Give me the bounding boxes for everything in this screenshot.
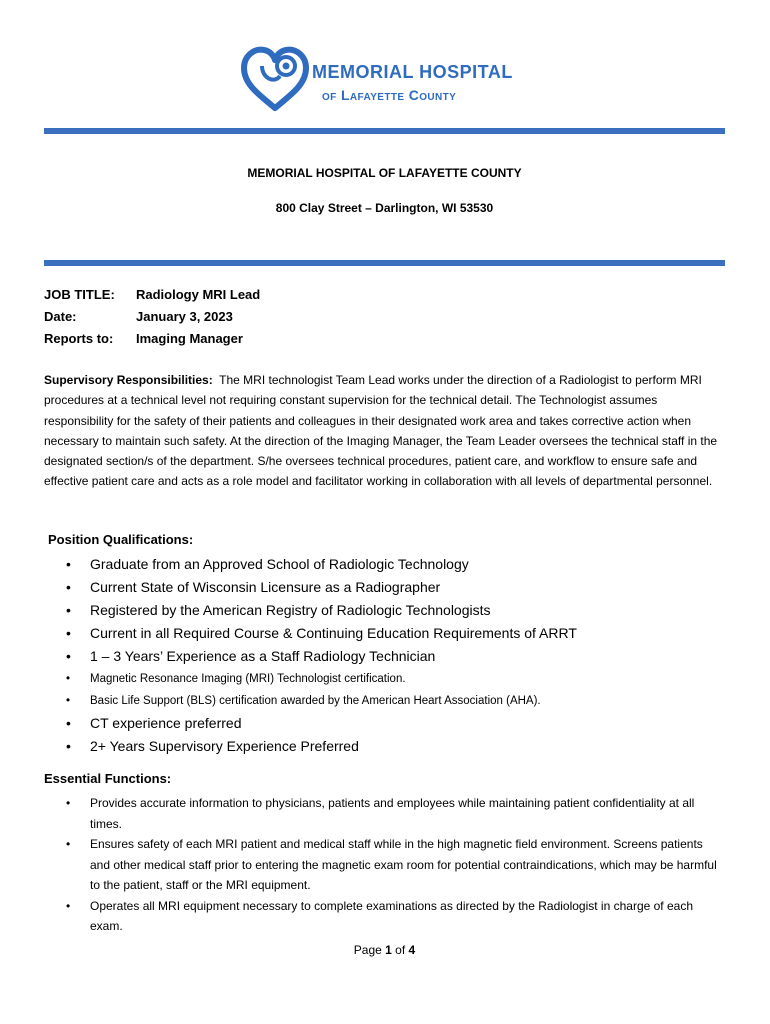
reports-to-label: Reports to: <box>44 331 114 346</box>
bullet-icon: • <box>66 715 71 731</box>
qualifications-list <box>66 553 726 758</box>
list-item: • Provides accurate information to physicians, patients and employees while maintaining patient confidentiality at all times. <box>66 793 726 834</box>
bullet-icon: • <box>66 898 71 913</box>
list-item: • Registered by the American Registry of Radiologic Technologists <box>66 599 726 622</box>
logo-title: MEMORIAL HOSPITAL <box>312 62 513 82</box>
bullet-icon: • <box>66 738 71 754</box>
supervisory-text: The MRI technologist Team Lead works under the direction of a Radiologist to perform MRI procedures at a technical level not requiring constant supervision for the technical detail. The Technologist assumes responsibility for the safety of their patients and colleagues in their designated work area and takes corrective action when necessary to maintain such safety. At the direction of the Imaging Manager, the Team Leader oversees the technical staff in the designated section/s of the department. S/he oversees technical procedures, patient care, and workflow to ensure safe and effective patient care and acts as a role model and facilitator working in collaboration with all levels of departmental personnel. <box>44 373 718 489</box>
page-word: Page <box>353 943 382 957</box>
bullet-icon: • <box>66 602 71 618</box>
job-title-value: Radiology MRI Lead <box>136 287 261 302</box>
list-item: • Magnetic Resonance Imaging (MRI) Technologist certification. <box>66 668 726 690</box>
functions-heading: Essential Functions: <box>44 771 172 786</box>
list-item: • Basic Life Support (BLS) certification awarded by the American Heart Association (AHA). <box>66 690 726 712</box>
list-item: • Ensures safety of each MRI patient and medical staff while in the high magnetic field environment. Screens patients and other medical staff prior to entering the magnetic exam room for potential contraindications, which may be harmful to the patient, staff or the MRI equipment. <box>66 834 726 896</box>
bullet-icon: • <box>66 796 71 810</box>
of-word: of <box>395 943 406 957</box>
list-item: • Operates all MRI equipment necessary to complete examinations as directed by the Radiologist in charge of each exam. <box>66 896 726 937</box>
bullet-icon: • <box>66 556 71 572</box>
heart-stethoscope-icon <box>240 44 310 114</box>
page-footer <box>44 943 725 957</box>
list-item: • Graduate from an Approved School of Radiologic Technology <box>66 553 726 576</box>
bullet-icon: • <box>66 625 71 641</box>
functions-list <box>66 793 726 937</box>
second-divider <box>44 260 725 266</box>
job-title-row <box>44 284 260 306</box>
bullet-icon: • <box>66 648 71 664</box>
job-title-label: JOB TITLE: <box>44 287 115 302</box>
reports-to-value: Imaging Manager <box>136 331 243 346</box>
list-item: • Current State of Wisconsin Licensure as a Radiographer <box>66 576 726 599</box>
total-pages: 4 <box>408 943 416 957</box>
org-name: MEMORIAL HOSPITAL OF LAFAYETTE COUNTY <box>247 166 522 180</box>
reports-to-row <box>44 328 260 350</box>
list-item: • 1 – 3 Years’ Experience as a Staff Radiology Technician <box>66 645 726 668</box>
list-item: • Current in all Required Course & Continuing Education Requirements of ARRT <box>66 622 726 645</box>
supervisory-heading: Supervisory Responsibilities: <box>44 373 213 387</box>
list-item: • 2+ Years Supervisory Experience Preferred <box>66 735 726 758</box>
org-address: 800 Clay Street – Darlington, WI 53530 <box>275 201 494 215</box>
bullet-icon: • <box>66 695 71 707</box>
date-value: January 3, 2023 <box>136 309 233 324</box>
job-meta <box>44 284 260 350</box>
logo-subtitle: of Lafayette County <box>322 87 457 103</box>
supervisory-section <box>44 370 725 492</box>
current-page: 1 <box>385 943 392 957</box>
bullet-icon: • <box>66 837 71 851</box>
date-label: Date: <box>44 309 77 324</box>
qualifications-heading: Position Qualifications: <box>48 532 194 547</box>
bullet-icon: • <box>66 579 71 595</box>
top-divider <box>44 128 725 134</box>
date-row <box>44 306 260 328</box>
hospital-logo <box>240 44 540 114</box>
bullet-icon: • <box>66 673 71 685</box>
list-item: • CT experience preferred <box>66 712 726 735</box>
